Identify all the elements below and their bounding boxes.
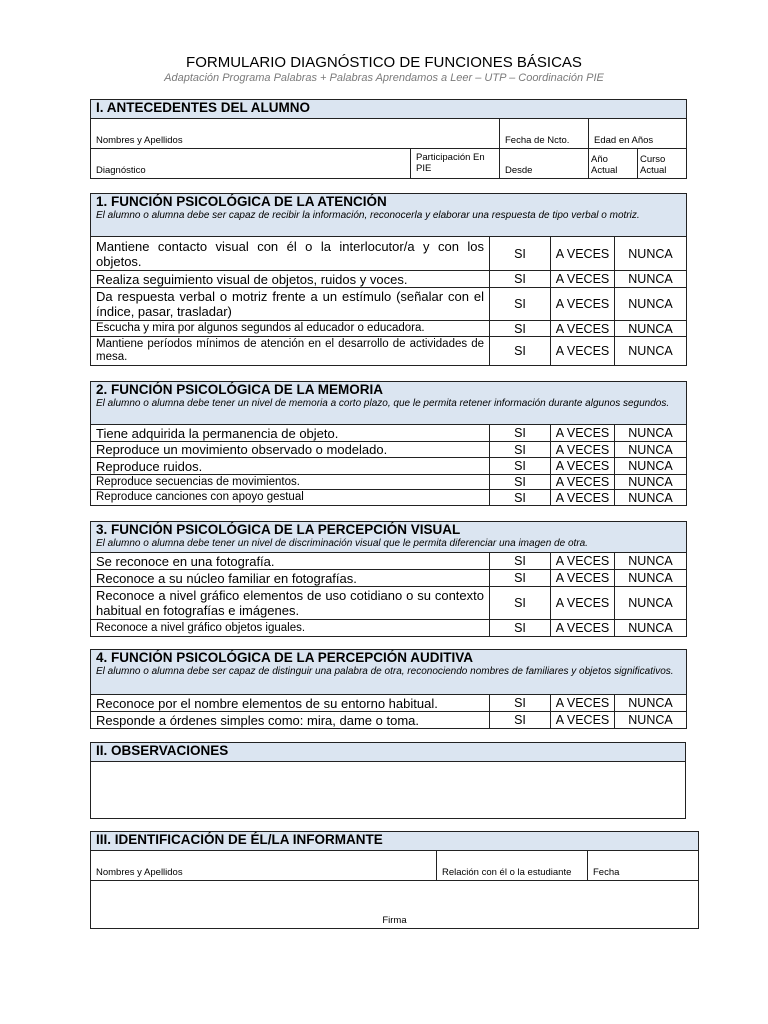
option-a-veces[interactable]: A VECES xyxy=(551,695,615,712)
option-si[interactable]: SI xyxy=(490,587,551,620)
item-label: Realiza seguimiento visual de objetos, ruidos y voces. xyxy=(91,271,490,288)
option-si[interactable]: SI xyxy=(490,442,551,458)
desde-field[interactable] xyxy=(500,149,589,179)
option-a-veces[interactable]: A VECES xyxy=(551,475,615,490)
option-a-veces[interactable]: A VECES xyxy=(551,237,615,271)
block-description: El alumno o alumna debe ser capaz de distinguir una palabra de otra, reconociendo nombres de familiares y objetos significativos. xyxy=(96,666,674,677)
diagnostico-field[interactable] xyxy=(91,149,411,179)
item-label: Da respuesta verbal o motriz frente a un estímulo (señalar con el índice, pasar, trasladar) xyxy=(91,288,490,321)
option-nunca[interactable]: NUNCA xyxy=(615,695,687,712)
option-a-veces[interactable]: A VECES xyxy=(551,337,615,366)
option-nunca[interactable]: NUNCA xyxy=(615,288,687,321)
option-a-veces[interactable]: A VECES xyxy=(551,271,615,288)
option-si[interactable]: SI xyxy=(490,553,551,570)
informante-table xyxy=(90,831,699,929)
option-si[interactable]: SI xyxy=(490,620,551,637)
option-si[interactable]: SI xyxy=(490,695,551,712)
option-si[interactable]: SI xyxy=(490,490,551,506)
block-header: 1. FUNCIÓN PSICOLÓGICA DE LA ATENCIÓN El alumno o alumna debe ser capaz de recibir la información, reconocerla y elaborar una respuesta de tipo verbal o motriz. xyxy=(91,194,687,237)
option-a-veces[interactable]: A VECES xyxy=(551,321,615,337)
option-a-veces[interactable]: A VECES xyxy=(551,553,615,570)
item-label: Reconoce por el nombre elementos de su entorno habitual. xyxy=(91,695,490,712)
block-percepcion-visual xyxy=(90,521,687,637)
participacion-label: Participación En PIE xyxy=(416,152,485,174)
option-nunca[interactable]: NUNCA xyxy=(615,620,687,637)
block-header: 4. FUNCIÓN PSICOLÓGICA DE LA PERCEPCIÓN AUDITIVA El alumno o alumna debe ser capaz de distinguir una palabra de otra, reconociendo nombres de familiares y objetos significativos. xyxy=(91,650,687,695)
item-label: Mantiene contacto visual con él o la interlocutor/a y con los objetos. xyxy=(91,237,490,271)
block-memoria xyxy=(90,381,687,506)
relacion-label: Relación con él o la estudiante xyxy=(442,867,572,878)
fecha-ncto-label: Fecha de Ncto. xyxy=(505,135,570,146)
block-header: 2. FUNCIÓN PSICOLÓGICA DE LA MEMORIA El alumno o alumna debe tener un nivel de memoria a corto plazo, que le permita retener información durante algunos segundos. xyxy=(91,382,687,425)
anio-actual-field[interactable] xyxy=(589,149,638,179)
relacion-field[interactable] xyxy=(437,851,588,881)
block-header: 3. FUNCIÓN PSICOLÓGICA DE LA PERCEPCIÓN VISUAL El alumno o alumna debe tener un nivel de discriminación visual que le permita diferenciar una imagen de otra. xyxy=(91,522,687,553)
option-si[interactable]: SI xyxy=(490,271,551,288)
option-nunca[interactable]: NUNCA xyxy=(615,458,687,475)
item-label: Responde a órdenes simples como: mira, dame o toma. xyxy=(91,712,490,729)
section-title: II. OBSERVACIONES xyxy=(91,743,686,762)
edad-field[interactable] xyxy=(589,119,687,149)
block-description: El alumno o alumna debe tener un nivel de discriminación visual que le permita diferenciar una imagen de otra. xyxy=(96,538,588,549)
curso-actual-label: Curso Actual xyxy=(640,154,667,176)
option-nunca[interactable]: NUNCA xyxy=(615,490,687,506)
option-si[interactable]: SI xyxy=(490,337,551,366)
firma-field[interactable] xyxy=(91,881,699,929)
option-a-veces[interactable]: A VECES xyxy=(551,425,615,442)
item-label: Reproduce ruidos. xyxy=(91,458,490,475)
item-label: Reconoce a nivel gráfico elementos de uso cotidiano o su contexto habitual en fotografías e imágenes. xyxy=(91,587,490,620)
option-nunca[interactable]: NUNCA xyxy=(615,237,687,271)
nombres-label: Nombres y Apellidos xyxy=(96,135,183,146)
item-label: Tiene adquirida la permanencia de objeto. xyxy=(91,425,490,442)
option-nunca[interactable]: NUNCA xyxy=(615,712,687,729)
option-si[interactable]: SI xyxy=(490,458,551,475)
item-label: Reproduce canciones con apoyo gestual xyxy=(91,490,490,506)
option-si[interactable]: SI xyxy=(490,475,551,490)
option-nunca[interactable]: NUNCA xyxy=(615,271,687,288)
option-si[interactable]: SI xyxy=(490,321,551,337)
anio-actual-label: Año Actual xyxy=(591,154,618,176)
nombres-field[interactable] xyxy=(91,119,500,149)
option-si[interactable]: SI xyxy=(490,288,551,321)
option-nunca[interactable]: NUNCA xyxy=(615,587,687,620)
option-nunca[interactable]: NUNCA xyxy=(615,553,687,570)
option-nunca[interactable]: NUNCA xyxy=(615,337,687,366)
fecha-field[interactable] xyxy=(588,851,699,881)
option-a-veces[interactable]: A VECES xyxy=(551,712,615,729)
option-a-veces[interactable]: A VECES xyxy=(551,587,615,620)
fecha-ncto-field[interactable] xyxy=(500,119,589,149)
block-percepcion-auditiva xyxy=(90,649,687,729)
option-a-veces[interactable]: A VECES xyxy=(551,490,615,506)
observaciones-textarea[interactable] xyxy=(91,762,686,819)
item-label: Reproduce un movimiento observado o modelado. xyxy=(91,442,490,458)
item-label: Reproduce secuencias de movimientos. xyxy=(91,475,490,490)
block-description: El alumno o alumna debe tener un nivel de memoria a corto plazo, que le permita retener información durante algunos segundos. xyxy=(96,398,670,409)
fecha-label: Fecha xyxy=(593,867,620,878)
desde-label: Desde xyxy=(505,165,533,176)
form-title: FORMULARIO DIAGNÓSTICO DE FUNCIONES BÁSICAS xyxy=(186,54,582,71)
option-nunca[interactable]: NUNCA xyxy=(615,321,687,337)
option-nunca[interactable]: NUNCA xyxy=(615,475,687,490)
diagnostico-label: Diagnóstico xyxy=(96,165,146,176)
informante-nombres-field[interactable] xyxy=(91,851,437,881)
item-label: Reconoce a su núcleo familiar en fotografías. xyxy=(91,570,490,587)
item-label: Se reconoce en una fotografía. xyxy=(91,553,490,570)
option-si[interactable]: SI xyxy=(490,425,551,442)
option-si[interactable]: SI xyxy=(490,570,551,587)
option-si[interactable]: SI xyxy=(490,237,551,271)
item-label: Reconoce a nivel gráfico objetos iguales. xyxy=(91,620,490,637)
observaciones-table xyxy=(90,742,686,819)
option-nunca[interactable]: NUNCA xyxy=(615,425,687,442)
item-label: Escucha y mira por algunos segundos al educador o educadora. xyxy=(91,321,490,337)
participacion-pie-field[interactable] xyxy=(411,149,500,179)
informante-nombres-label: Nombres y Apellidos xyxy=(96,867,183,878)
option-nunca[interactable]: NUNCA xyxy=(615,442,687,458)
block-atencion xyxy=(90,193,687,366)
option-a-veces[interactable]: A VECES xyxy=(551,288,615,321)
edad-label: Edad en Años xyxy=(594,135,654,146)
option-si[interactable]: SI xyxy=(490,712,551,729)
item-label: Mantiene períodos mínimos de atención en el desarrollo de actividades de mesa. xyxy=(91,337,490,366)
section-title: III. IDENTIFICACIÓN DE ÉL/LA INFORMANTE xyxy=(91,832,699,851)
antecedentes-table xyxy=(90,99,687,179)
block-description: El alumno o alumna debe ser capaz de recibir la información, reconocerla y elaborar una respuesta de tipo verbal o motriz. xyxy=(96,210,640,221)
option-a-veces[interactable]: A VECES xyxy=(551,570,615,587)
option-a-veces[interactable]: A VECES xyxy=(551,620,615,637)
section-title: I. ANTECEDENTES DEL ALUMNO xyxy=(91,100,687,119)
option-a-veces[interactable]: A VECES xyxy=(551,458,615,475)
option-a-veces[interactable]: A VECES xyxy=(551,442,615,458)
firma-label: Firma xyxy=(382,915,407,926)
form-subtitle: Adaptación Programa Palabras + Palabras Aprendamos a Leer – UTP – Coordinación PIE xyxy=(164,72,604,84)
option-nunca[interactable]: NUNCA xyxy=(615,570,687,587)
curso-actual-field[interactable] xyxy=(638,149,687,179)
